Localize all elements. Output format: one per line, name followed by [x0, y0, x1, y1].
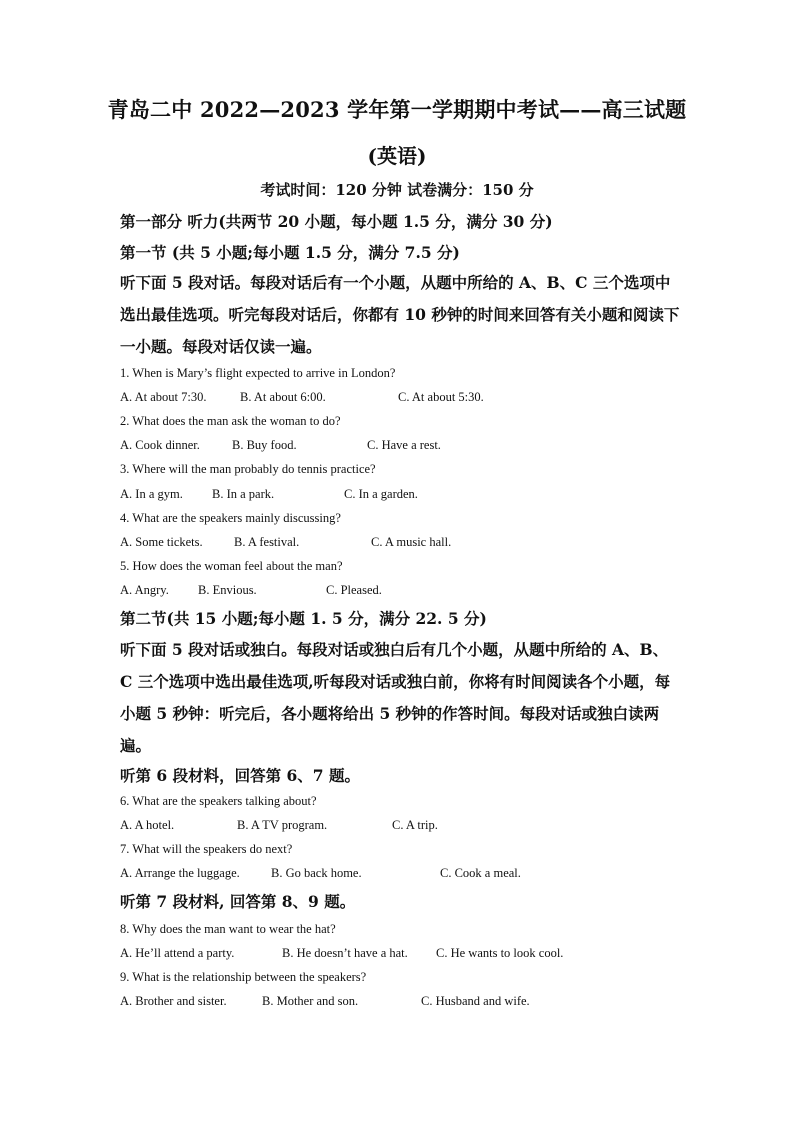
q6-option-a: A. A hotel. — [120, 818, 175, 832]
question-5: 5. How does the woman feel about the man? — [120, 559, 343, 573]
q3-option-b: B. In a park. — [212, 487, 275, 501]
question-3: 3. Where will the man probably do tennis practice? — [120, 462, 376, 476]
q3-option-a: A. In a gym. — [120, 487, 183, 501]
q1-option-c: C. At about 5:30. — [398, 390, 484, 404]
section1-instruction: 听下面 5 段对话。每段对话后有一个小题，从题中所给的 A、B、C 三个选项中选出最佳选项。听完每段对话后，你都有 10 秒钟的时间来回答有关小题和阅读下一小题。每段对话仅读一遍。 — [120, 273, 680, 356]
q1-option-b: B. At about 6:00. — [240, 390, 326, 404]
q6-option-b: B. A TV program. — [237, 818, 328, 832]
q2-option-b: B. Buy food. — [232, 438, 297, 452]
question-9: 9. What is the relationship between the speakers? — [120, 970, 367, 984]
exam-time-info: 考试时间：120 分钟 试卷满分：150 分 — [260, 181, 534, 199]
section2-instruction: 听下面 5 段对话或独白。每段对话或独白后有几个小题，从题中所给的 A、B、C 三个选项中选出最佳选项,听每段对话或独白前，你将有时间阅读各个小题，每小题 5 秒钟：听完后，各小题将给出 5 秒钟的作答时间。每段对话或独白读两遍。 — [120, 640, 671, 755]
q9-option-a: A. Brother and sister. — [120, 994, 227, 1008]
question-6: 6. What are the speakers talking about? — [120, 794, 317, 808]
question-1: 1. When is Mary’s flight expected to arrive in London? — [120, 366, 396, 380]
question-7: 7. What will the speakers do next? — [120, 842, 293, 856]
q5-option-b: B. Envious. — [198, 583, 257, 597]
q4-option-b: B. A festival. — [234, 535, 300, 549]
material-7-heading: 听第 7 段材料, 回答第 8、9 题。 — [120, 892, 356, 911]
material-6-heading: 听第 6 段材料，回答第 6、7 题。 — [120, 766, 360, 785]
q8-option-a: A. He’ll attend a party. — [120, 946, 235, 960]
q7-option-a: A. Arrange the luggage. — [120, 866, 240, 880]
q5-option-a: A. Angry. — [120, 583, 169, 597]
exam-title: 青岛二中 2022—2023 学年第一学期期中考试——高三试题 — [107, 97, 687, 122]
section2-heading: 第二节(共 15 小题;每小题 1. 5 分，满分 22. 5 分) — [120, 609, 487, 628]
q8-option-b: B. He doesn’t have a hat. — [282, 946, 408, 960]
q7-option-b: B. Go back home. — [271, 866, 362, 880]
part1-heading: 第一部分 听力(共两节 20 小题，每小题 1.5 分，满分 30 分) — [120, 212, 553, 231]
q8-option-c: C. He wants to look cool. — [436, 946, 564, 960]
q2-option-c: C. Have a rest. — [367, 438, 441, 452]
q3-option-c: C. In a garden. — [344, 487, 418, 501]
section1-heading: 第一节 (共 5 小题;每小题 1.5 分，满分 7.5 分) — [120, 243, 460, 262]
question-4: 4. What are the speakers mainly discussing? — [120, 511, 341, 525]
question-8: 8. Why does the man want to wear the hat? — [120, 922, 336, 936]
q7-option-c: C. Cook a meal. — [440, 866, 521, 880]
q4-option-c: C. A music hall. — [371, 535, 452, 549]
q9-option-c: C. Husband and wife. — [421, 994, 530, 1008]
q1-option-a: A. At about 7:30. — [120, 390, 207, 404]
question-2: 2. What does the man ask the woman to do? — [120, 414, 341, 428]
q4-option-a: A. Some tickets. — [120, 535, 203, 549]
q6-option-c: C. A trip. — [392, 818, 438, 832]
q2-option-a: A. Cook dinner. — [120, 438, 200, 452]
exam-subject: (英语) — [367, 144, 427, 168]
q5-option-c: C. Pleased. — [326, 583, 382, 597]
q9-option-b: B. Mother and son. — [262, 994, 359, 1008]
